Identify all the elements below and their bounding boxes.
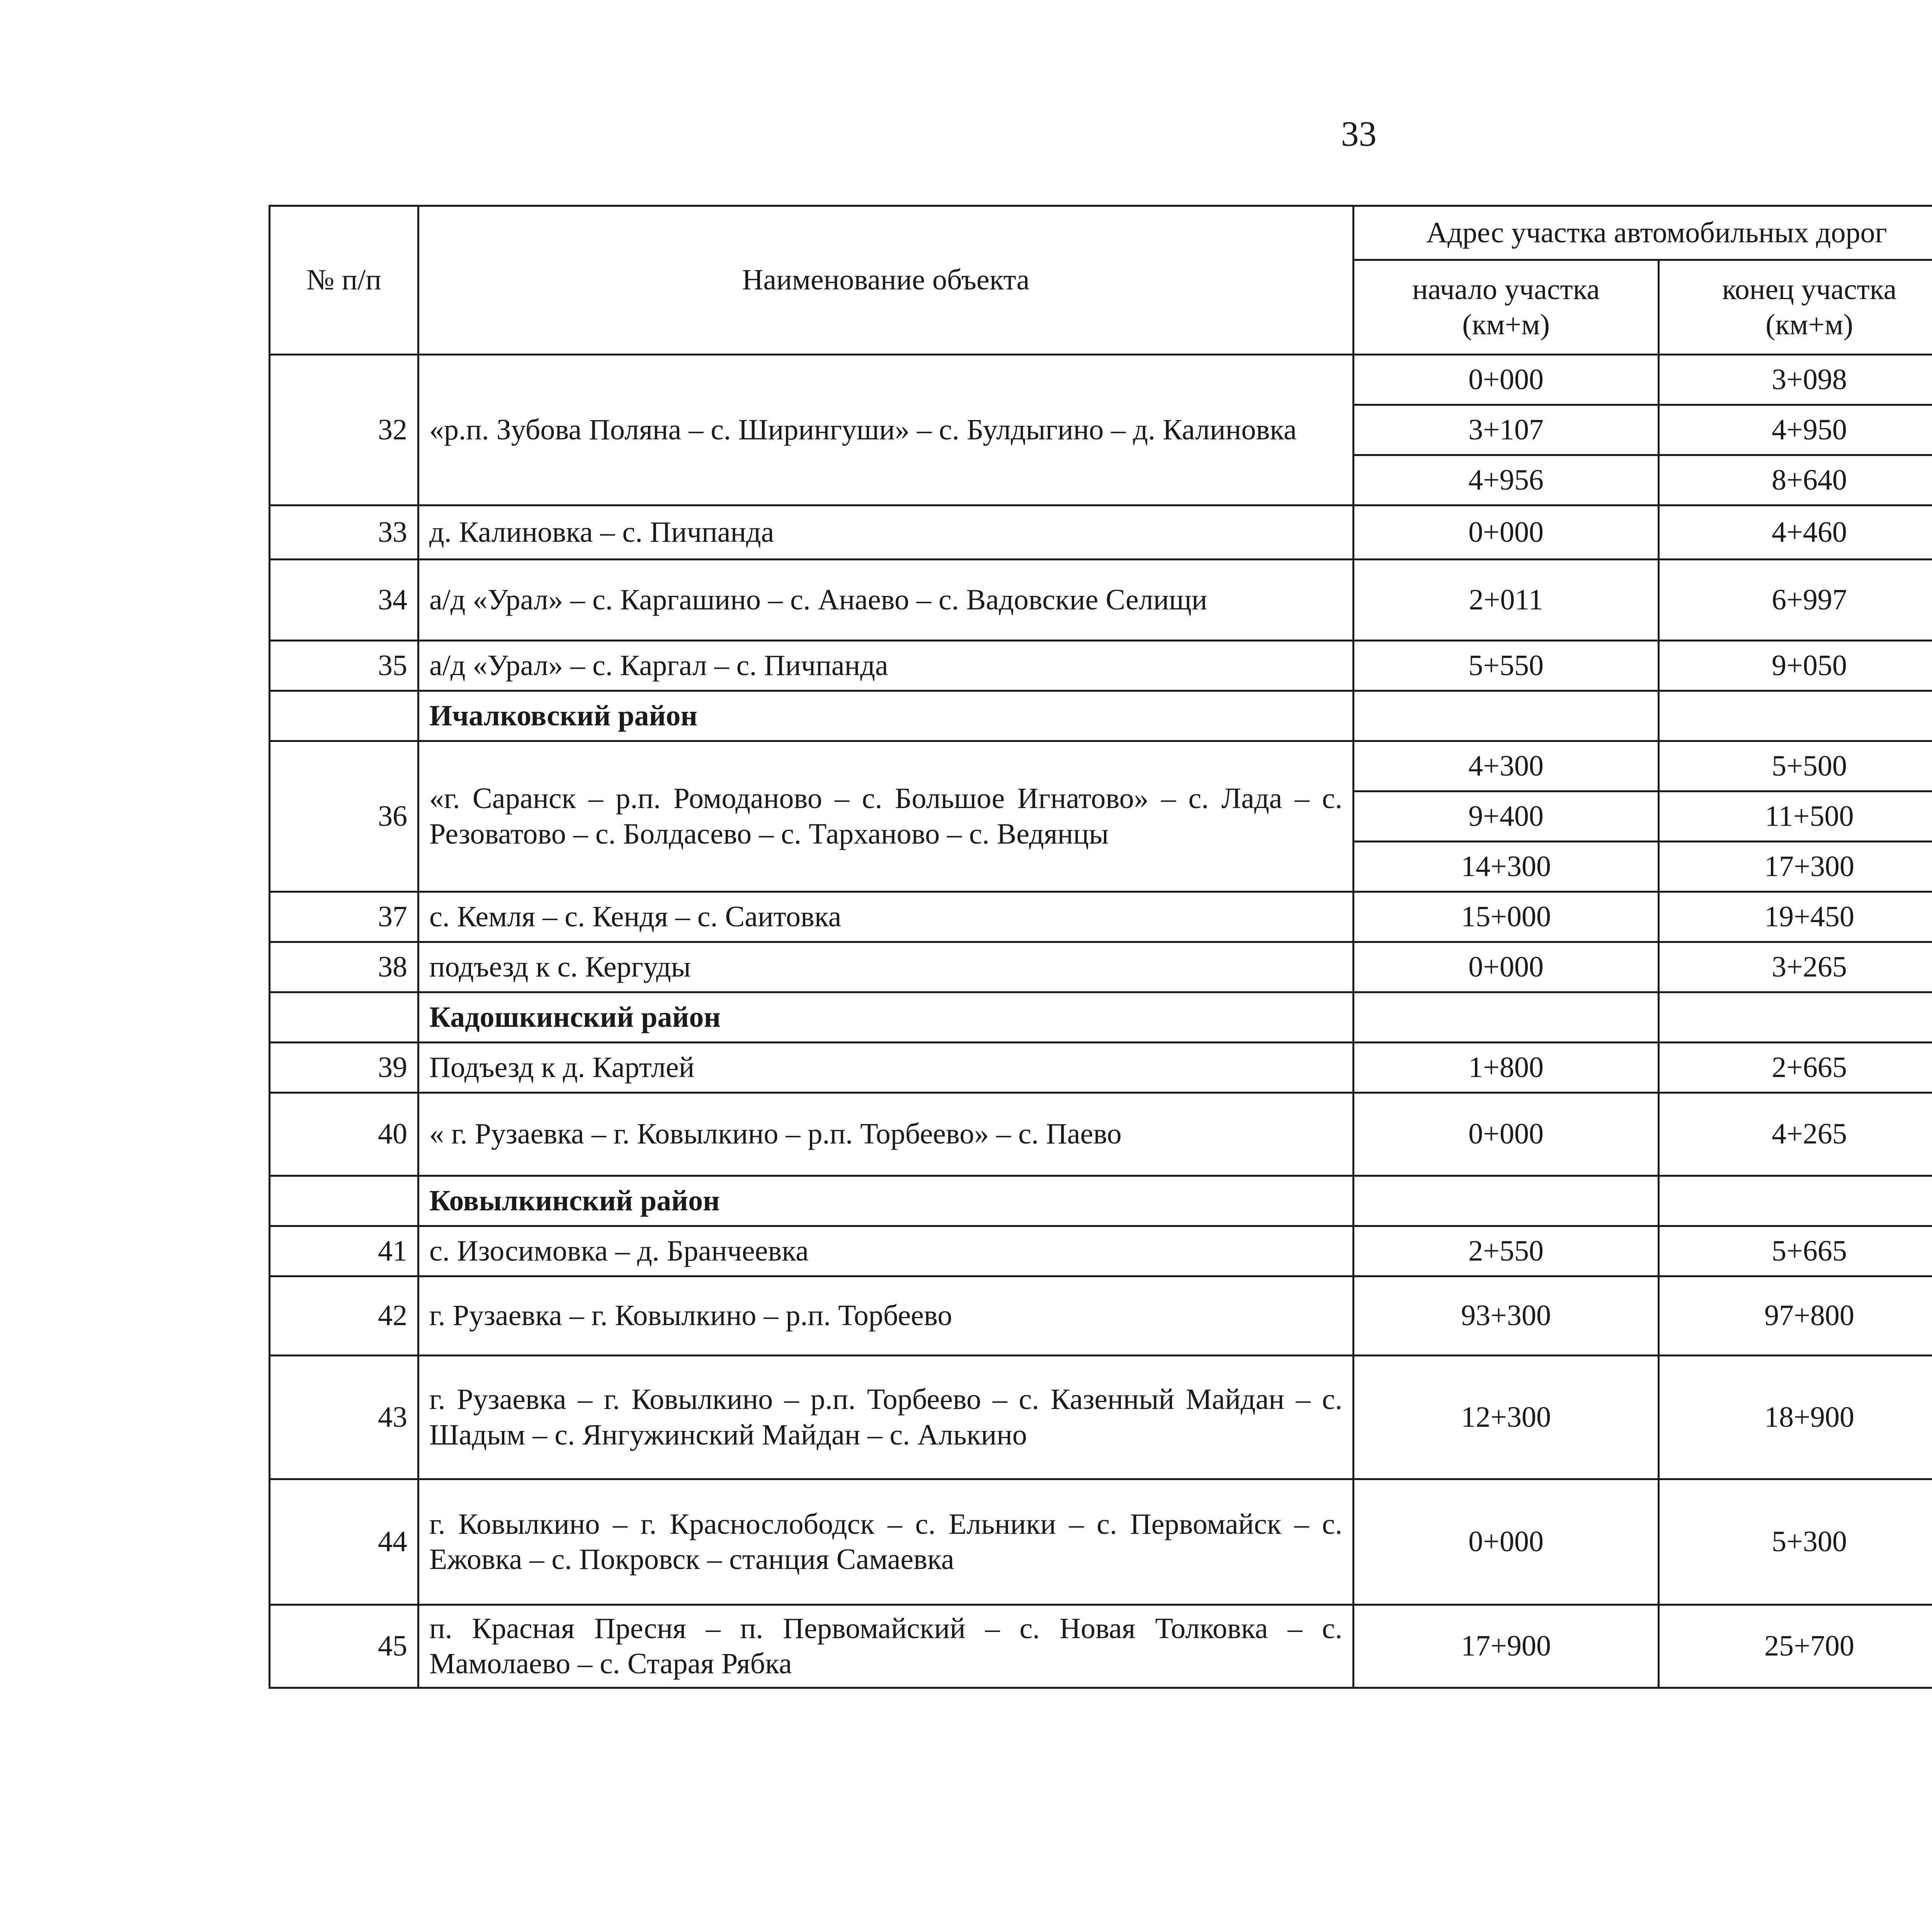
header-end-label: конец участка — [1722, 273, 1897, 306]
header-start-unit: (км+м) — [1462, 308, 1550, 341]
object-name: с. Изосимовка – д. Бранчеевка — [418, 1226, 1354, 1276]
object-name: а/д «Урал» – с. Каргашино – с. Анаево – с. Вадовские Селищи — [418, 560, 1354, 641]
section-start: 4+300 — [1354, 741, 1659, 791]
object-name: с. Кемля – с. Кендя – с. Саитовка — [418, 892, 1354, 942]
header-start-label: начало участка — [1412, 273, 1600, 306]
section-start: 93+300 — [1354, 1276, 1659, 1356]
section-end: 11+500 — [1659, 791, 1932, 842]
object-name: «р.п. Зубова Поляна – с. Ширингуши» – с. Булдыгино – д. Калиновка — [418, 355, 1354, 505]
section-start: 0+000 — [1354, 1479, 1659, 1605]
object-name: « г. Рузаевка – г. Ковылкино – р.п. Торбеево» – с. Паево — [418, 1093, 1354, 1176]
section-end: 2+665 — [1659, 1043, 1932, 1093]
page-number: 33 — [1341, 114, 1377, 153]
row-number: 36 — [270, 741, 418, 892]
row-number: 32 — [270, 355, 418, 505]
row-number: 45 — [270, 1605, 418, 1688]
header-address: Адрес участка автомобильных дорог — [1354, 206, 1932, 260]
section-start: 9+400 — [1354, 791, 1659, 842]
section-start: 0+000 — [1354, 1093, 1659, 1176]
table-row — [270, 1043, 1932, 1093]
section-end: 5+500 — [1659, 741, 1932, 791]
row-number: 33 — [270, 505, 418, 560]
table-row — [270, 1479, 1932, 1605]
section-start: 2+011 — [1354, 560, 1659, 641]
row-number: 34 — [270, 560, 418, 641]
object-name: г. Рузаевка – г. Ковылкино – р.п. Торбеево – с. Казенный Майдан – с. Шадым – с. Янгужинский Майдан – с. Алькино — [418, 1356, 1354, 1479]
section-end: 4+460 — [1659, 505, 1932, 560]
object-name: а/д «Урал» – с. Каргал – с. Пичпанда — [418, 641, 1354, 691]
row-number: 43 — [270, 1356, 418, 1479]
section-start: 17+900 — [1354, 1605, 1659, 1688]
section-end: 4+950 — [1659, 405, 1932, 455]
row-number: 35 — [270, 641, 418, 691]
section-start: 1+800 — [1354, 1043, 1659, 1093]
row-number: 41 — [270, 1226, 418, 1276]
section-start: 5+550 — [1354, 641, 1659, 691]
object-name: Подъезд к д. Картлей — [418, 1043, 1354, 1093]
section-start: 2+550 — [1354, 1226, 1659, 1276]
row-number: 38 — [270, 942, 418, 992]
section-start: 3+107 — [1354, 405, 1659, 455]
section-start: 14+300 — [1354, 842, 1659, 892]
section-start: 0+000 — [1354, 942, 1659, 992]
section-start: 15+000 — [1354, 892, 1659, 942]
table-row — [270, 741, 1932, 791]
table-row — [270, 892, 1932, 942]
header-name: Наименование объекта — [418, 206, 1354, 355]
district-row — [270, 992, 1932, 1043]
section-end: 5+300 — [1659, 1479, 1932, 1605]
section-start: 0+000 — [1354, 505, 1659, 560]
object-name: подъезд к с. Кергуды — [418, 942, 1354, 992]
table-row — [270, 560, 1932, 641]
table-row — [270, 942, 1932, 992]
object-name: г. Ковылкино – г. Краснослободск – с. Ельники – с. Первомайск – с. Ежовка – с. Покровск – станция Самаевка — [418, 1479, 1354, 1605]
table-row — [270, 1276, 1932, 1356]
section-end: 6+997 — [1659, 560, 1932, 641]
section-end: 18+900 — [1659, 1356, 1932, 1479]
section-end: 25+700 — [1659, 1605, 1932, 1688]
district-name: Кадошкинский район — [418, 992, 1354, 1043]
table-row — [270, 1093, 1932, 1176]
table-row — [270, 641, 1932, 691]
row-number — [270, 1176, 418, 1226]
section-end: 8+640 — [1659, 455, 1932, 505]
section-end: 97+800 — [1659, 1276, 1932, 1356]
object-name: д. Калиновка – с. Пичпанда — [418, 505, 1354, 560]
section-start: 12+300 — [1354, 1356, 1659, 1479]
row-number — [270, 992, 418, 1043]
district-name: Ковылкинский район — [418, 1176, 1354, 1226]
district-row — [270, 1176, 1932, 1226]
section-end: 3+098 — [1659, 355, 1932, 405]
table-row — [270, 1226, 1932, 1276]
row-number: 44 — [270, 1479, 418, 1605]
header-end-unit: (км+м) — [1765, 308, 1853, 341]
section-start: 4+956 — [1354, 455, 1659, 505]
section-end: 19+450 — [1659, 892, 1932, 942]
row-number — [270, 691, 418, 741]
header-end — [1659, 260, 1932, 355]
table-row — [270, 505, 1932, 560]
object-name: г. Рузаевка – г. Ковылкино – р.п. Торбеево — [418, 1276, 1354, 1356]
section-end: 17+300 — [1659, 842, 1932, 892]
section-end: 3+265 — [1659, 942, 1932, 992]
header-num: № п/п — [270, 206, 418, 355]
object-name: п. Красная Пресня – п. Первомайский – с. Новая Толковка – с. Мамолаево – с. Старая Рябка — [418, 1605, 1354, 1688]
section-end: 9+050 — [1659, 641, 1932, 691]
table-row — [270, 1356, 1932, 1479]
section-end: 5+665 — [1659, 1226, 1932, 1276]
roads-table — [269, 205, 1932, 1689]
header-start — [1354, 260, 1659, 355]
object-name: «г. Саранск – р.п. Ромоданово – с. Большое Игнатово» – с. Лада – с. Резоватово – с. Болдасево – с. Тарханово – с. Ведянцы — [418, 741, 1354, 892]
section-start: 0+000 — [1354, 355, 1659, 405]
table-row — [270, 1605, 1932, 1688]
district-name: Ичалковский район — [418, 691, 1354, 741]
row-number: 37 — [270, 892, 418, 942]
section-end: 4+265 — [1659, 1093, 1932, 1176]
district-row — [270, 691, 1932, 741]
row-number: 42 — [270, 1276, 418, 1356]
table-row — [270, 355, 1932, 405]
row-number: 40 — [270, 1093, 418, 1176]
row-number: 39 — [270, 1043, 418, 1093]
